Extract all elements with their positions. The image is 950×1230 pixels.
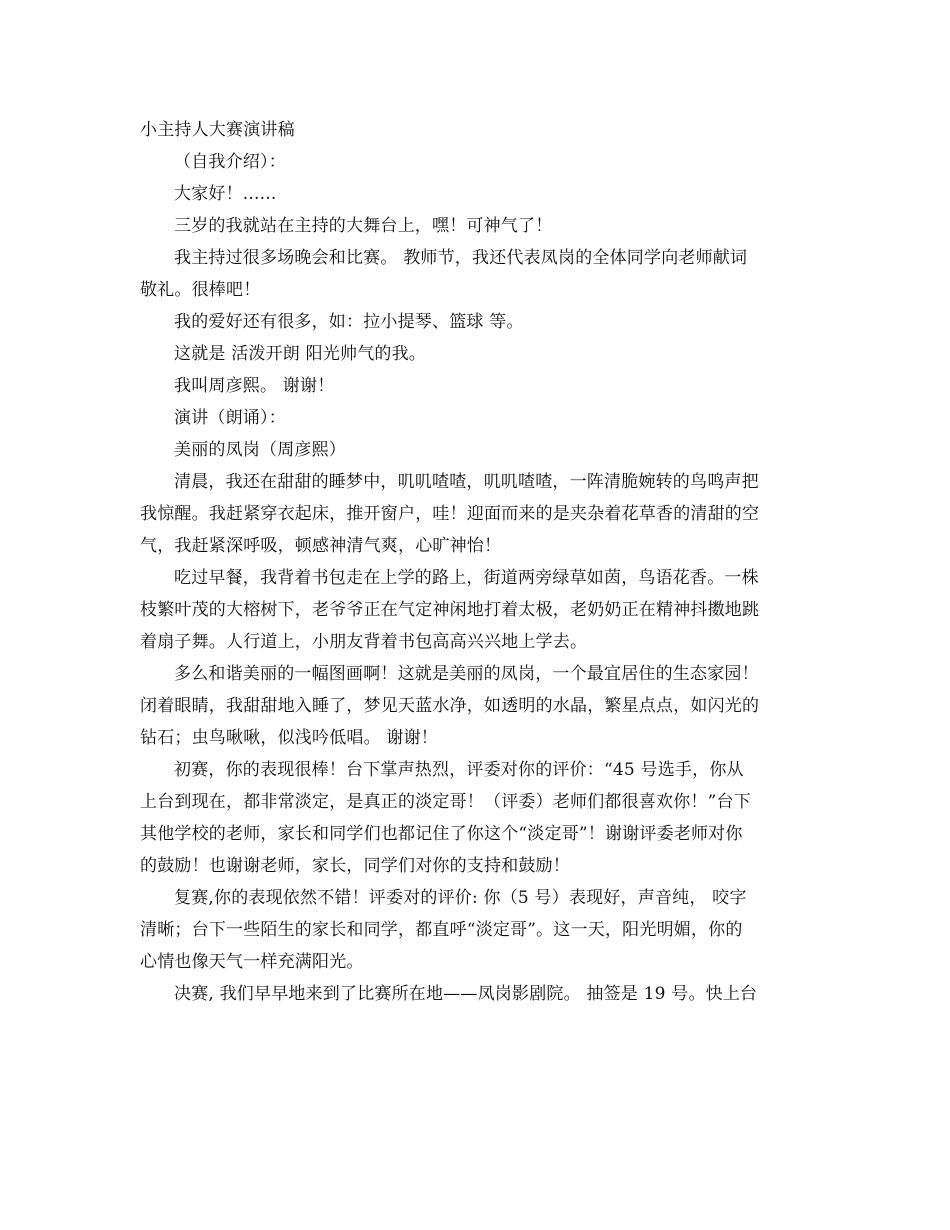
paragraph-line: 着扇子舞。人行道上，小朋友背着书包高高兴兴地上学去。 bbox=[140, 632, 588, 652]
paragraph-line: 我惊醒。我赶紧穿衣起床，推开窗户，哇！迎面而来的是夹杂着花草香的清甜的空 bbox=[140, 504, 760, 524]
paragraph-line: 上台到现在，都非常淡定，是真正的淡定哥！（评委）老师们都很喜欢你！”台下 bbox=[140, 792, 751, 812]
paragraph-line: 我叫周彦熙。 谢谢！ bbox=[174, 376, 335, 396]
document-body bbox=[140, 114, 820, 1010]
paragraph-line: 气，我赶紧深呼吸，顿感神清气爽，心旷神怡！ bbox=[140, 536, 502, 556]
paragraph-line: 敬礼。很棒吧！ bbox=[140, 280, 261, 300]
paragraph-line: 我的爱好还有很多，如：拉小提琴、篮球 等。 bbox=[174, 312, 524, 332]
paragraph-line: 复赛,你的表现依然不错！评委对的评价: 你（5 号）表现好，声音纯， 咬字 bbox=[174, 888, 747, 908]
paragraph-line: 决赛, 我们早早地来到了比赛所在地——凤岗影剧院。 抽签是 19 号。快上台 bbox=[174, 984, 758, 1004]
paragraph-line: 初赛，你的表现很棒！台下掌声热烈，评委对你的评价：“45 号选手，你从 bbox=[174, 760, 744, 780]
paragraph-line: 三岁的我就站在主持的大舞台上，嘿！可神气了！ bbox=[174, 216, 553, 236]
paragraph-line: 我主持过很多场晚会和比赛。 教师节，我还代表凤岗的全体同学向老师献词 bbox=[174, 248, 748, 268]
paragraph-line: 枝繁叶茂的大榕树下，老爷爷正在气定神闲地打着太极，老奶奶正在精神抖擞地跳 bbox=[140, 600, 760, 620]
paragraph-line: 钻石；虫鸟啾啾，似浅吟低唱。 谢谢！ bbox=[140, 728, 439, 748]
paragraph-line: 多么和谐美丽的一幅图画啊！这就是美丽的凤岗，一个最宜居住的生态家园！ bbox=[174, 664, 759, 684]
paragraph-line: 吃过早餐，我背着书包走在上学的路上，街道两旁绿草如茵，鸟语花香。一株 bbox=[174, 568, 759, 588]
paragraph-line: 的鼓励！也谢谢老师，家长，同学们对你的支持和鼓励！ bbox=[140, 856, 570, 876]
paragraph-line: 美丽的凤岗（周彦熙） bbox=[174, 440, 346, 460]
paragraph-line: 演讲（朗诵）： bbox=[174, 408, 286, 428]
paragraph-line: 清晰；台下一些陌生的家长和同学，都直呼“淡定哥”。这一天，阳光明媚，你的 bbox=[140, 920, 743, 940]
paragraph-line: （自我介绍）： bbox=[174, 152, 286, 172]
paragraph-line: 心情也像天气一样充满阳光。 bbox=[140, 952, 364, 972]
paragraph-line: 这就是 活泼开朗 阳光帅气的我。 bbox=[174, 344, 427, 364]
document-title: 小主持人大赛演讲稿 bbox=[140, 120, 295, 140]
paragraph-line: 大家好！...... bbox=[174, 184, 277, 204]
paragraph-line: 其他学校的老师，家长和同学们也都记住了你这个“淡定哥”！谢谢评委老师对你 bbox=[140, 824, 743, 844]
paragraph-line: 清晨，我还在甜甜的睡梦中，叽叽喳喳，叽叽喳喳，一阵清脆婉转的鸟鸣声把 bbox=[174, 472, 759, 492]
paragraph-line: 闭着眼睛，我甜甜地入睡了，梦见天蓝水净，如透明的水晶，繁星点点，如闪光的 bbox=[140, 696, 760, 716]
